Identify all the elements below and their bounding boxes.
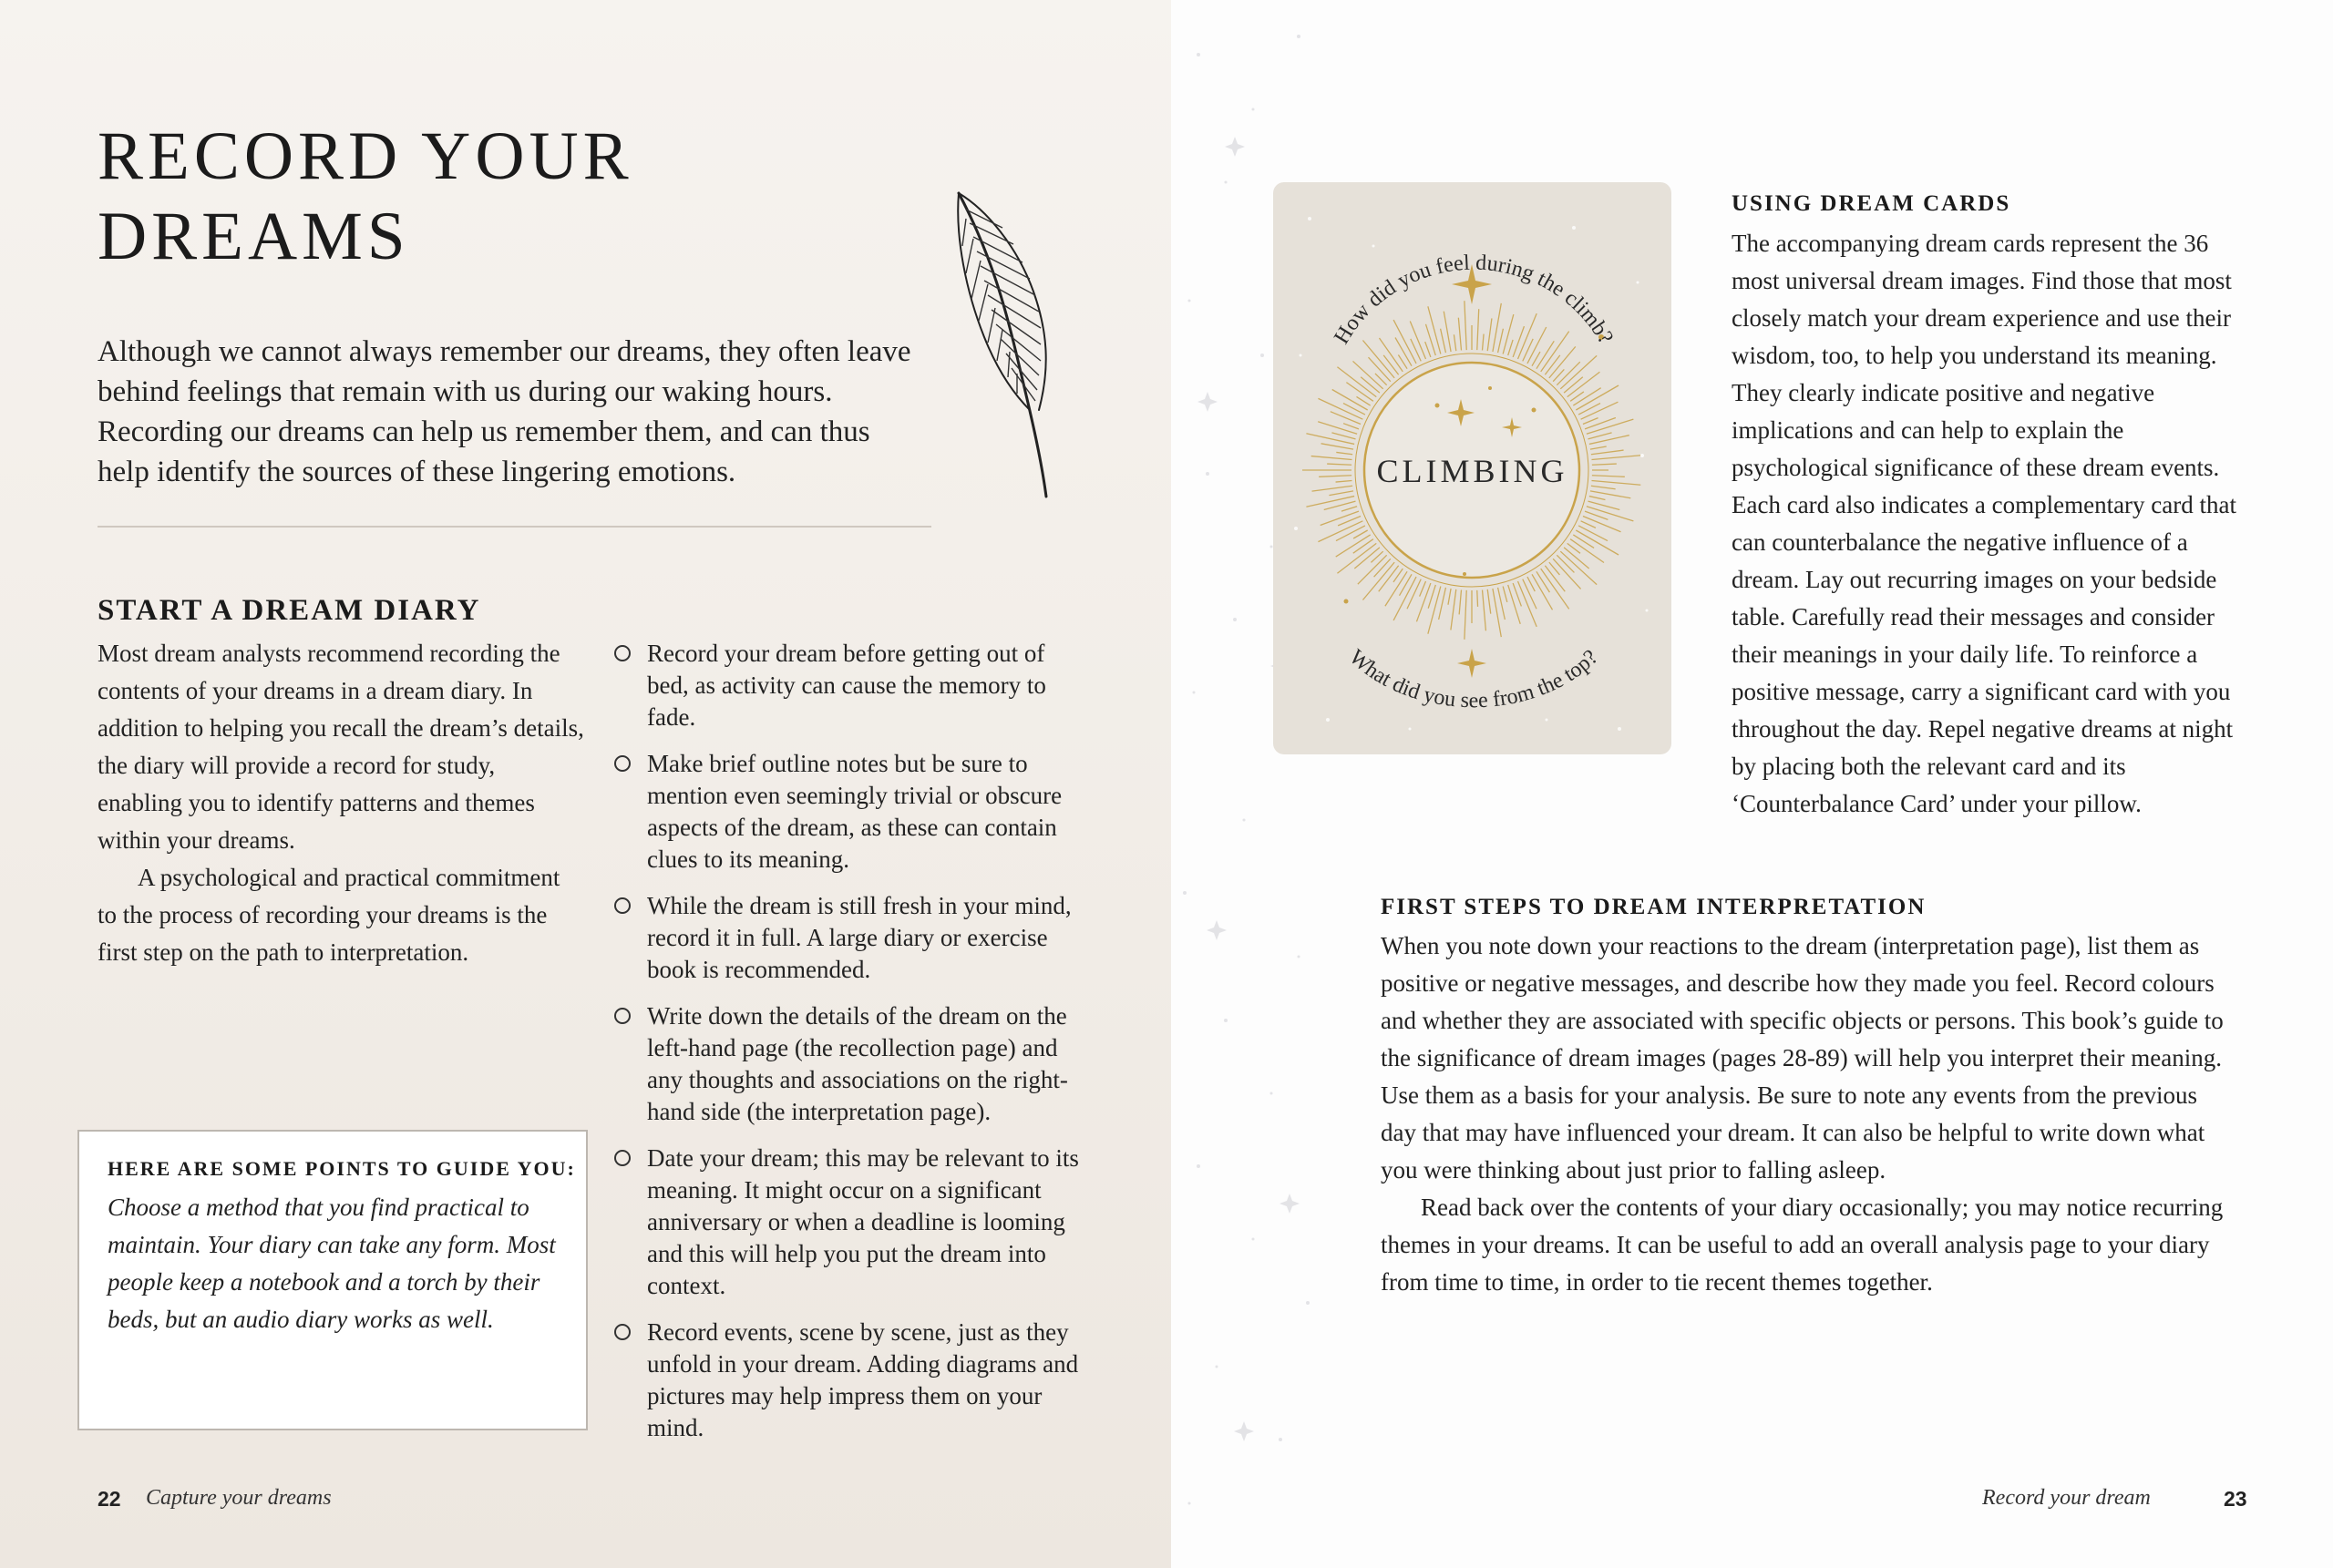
- sunburst-ray: [1560, 551, 1597, 584]
- sunburst-ray: [1585, 418, 1616, 429]
- sunburst-ray: [1465, 301, 1466, 350]
- bullet-circle-icon: [614, 897, 631, 914]
- sunburst-ray: [1590, 491, 1630, 498]
- diary-tips-list: [612, 638, 1086, 1459]
- sunburst-ray: [1306, 434, 1354, 445]
- sunburst-ray: [1487, 589, 1491, 614]
- sunburst-ray: [1420, 581, 1426, 597]
- sunburst-ray: [1329, 491, 1353, 496]
- sunburst-ray: [1581, 521, 1596, 528]
- sunburst-ray: [1583, 418, 1598, 425]
- sunburst-ray: [1341, 507, 1357, 511]
- dream-cards-heading: USING DREAM CARDS: [1732, 191, 2011, 216]
- sunburst-ray: [1383, 355, 1398, 374]
- section-divider: [98, 526, 931, 528]
- guide-box-text: Choose a method that you find practical to maintain. Your diary can take any form. Most people keep a notebook and a torch by their beds, but an audio diary works as well.: [108, 1194, 556, 1333]
- sunburst-ray: [1428, 306, 1441, 354]
- sunburst-ray: [1578, 404, 1600, 415]
- sunburst-ray: [1441, 329, 1446, 353]
- sunburst-ray: [1527, 577, 1535, 591]
- sunburst-ray: [1374, 559, 1391, 577]
- sunburst-ray: [1576, 530, 1619, 555]
- sunburst-ray: [1454, 334, 1455, 351]
- sunburst-ray: [1498, 329, 1504, 353]
- bullet-circle-icon: [614, 645, 631, 661]
- sunburst-ray: [1362, 562, 1394, 600]
- sunburst-ray: [1576, 385, 1619, 410]
- sunburst-ray: [1321, 444, 1353, 449]
- first-steps-paragraph-1: When you note down your reactions to the dream (interpretation page), list them as positive or negative messages, and describe how they made you feel. Record colours and whether they are associated with specific objects or persons. This book’s guide to the significance of dream images (pages 28-89) will help you interpret their meaning. Use them as a basis for your analysis. Be sure to note any events from the previous day that may have influenced your dream. It can also be helpful to write down what you were thinking about just prior to falling asleep.: [1381, 932, 2224, 1184]
- card-top-caption: How did you feel during the climb?: [1330, 251, 1618, 349]
- sunburst-ray: [1541, 569, 1569, 609]
- sunburst-ray: [1508, 585, 1521, 624]
- bullet-circle-icon: [614, 1008, 631, 1024]
- list-item: Record events, scene by scene, just as they unfold in your dream. Adding diagrams and pictures may help impress them on your mind.: [612, 1317, 1086, 1444]
- sunburst-ray: [1358, 555, 1387, 584]
- sunburst-ray: [1444, 312, 1451, 352]
- sunburst-ray: [1400, 574, 1413, 595]
- sunburst-ray: [1587, 419, 1634, 434]
- sunburst-ray: [1361, 377, 1380, 393]
- sunburst-ray: [1395, 338, 1412, 366]
- bullet-circle-icon: [614, 1324, 631, 1340]
- sunburst-ray: [1589, 497, 1606, 500]
- sunburst-ray: [1545, 355, 1559, 374]
- sunburst-ray: [1353, 539, 1373, 553]
- page-title: [98, 117, 918, 277]
- sunburst-ray: [1318, 422, 1357, 435]
- first-steps-paragraph-2: Read back over the contents of your diary occasionally; you may notice recurring themes in your dreams. It can be useful to add an overall analysis page to your diary from time to time, in order to tie recent themes together.: [1381, 1194, 2224, 1296]
- sunburst-ray: [1523, 579, 1536, 610]
- bullet-circle-icon: [614, 1150, 631, 1166]
- bullet-circle-icon: [614, 755, 631, 772]
- page-number-left: 22: [98, 1487, 121, 1511]
- list-item: Date your dream; this may be relevant to its meaning. It might occur on a significant anniversary or when a deadline is looming and this will help you put the dream into context.: [612, 1143, 1086, 1302]
- sunburst-ray: [1362, 341, 1394, 378]
- card-word: CLIMBING: [1376, 453, 1568, 489]
- sunburst-ray: [1541, 332, 1569, 372]
- sunburst-ray: [1336, 526, 1365, 541]
- first-steps-text: [1381, 927, 2228, 1301]
- running-footer-left: Capture your dreams: [146, 1486, 332, 1510]
- sunburst-ray: [1331, 433, 1355, 439]
- sunburst-ray: [1549, 346, 1576, 377]
- sunburst-ray: [1439, 588, 1446, 620]
- sunburst-ray: [1451, 589, 1456, 630]
- dream-cards-text: The accompanying dream cards represent the 36 most universal dream images. Find those that most closely match your dream experience and use their wisdom, too, to help you understand its meaning. They clearly indicate positive and negative implications and can help to explain the psychological significance of these dream events. Each card also indicates a complementary card that can counterbalance the negative influence of a dream. Lay out recurring images on your bedside table. Carefully read their messages and consider their meanings in your daily life. To reinforce a positive message, carry a significant card with you throughout the day. Repel negative dreams at night by placing both the relevant card and its ‘Counterbalance Card’ under your pillow.: [1732, 230, 2236, 817]
- sunburst-ray: [1553, 559, 1580, 589]
- list-item: Record your dream before getting out of bed, as activity can cause the memory to fade.: [612, 638, 1086, 733]
- sunburst-ray: [1560, 355, 1597, 388]
- svg-text:What did you see from the top?: [1344, 645, 1602, 712]
- sunburst-ray: [1343, 424, 1359, 429]
- page-title-line1: RECORD YOUR: [98, 118, 633, 194]
- sunburst-ray: [1567, 372, 1600, 396]
- sunburst-ray: [1465, 590, 1466, 640]
- sunburst-ray: [1557, 555, 1574, 572]
- sunburst-ray: [1379, 338, 1403, 372]
- sunburst-ray: [1353, 361, 1383, 388]
- list-item: While the dream is still fresh in your mind, record it in full. A large diary or exercise book is recommended.: [612, 890, 1086, 986]
- page-number-right: 23: [2224, 1487, 2247, 1511]
- sunburst-ray: [1590, 446, 1607, 449]
- sunburst-ray: [1477, 309, 1479, 350]
- dream-diary-text: [98, 635, 585, 971]
- sunburst-ray: [1343, 404, 1365, 415]
- sunburst-ray: [1587, 507, 1634, 521]
- dream-diary-paragraph-2: A psychological and practical commitment to the process of recording your dreams is the first step on the path to interpretation.: [98, 864, 560, 966]
- card-bottom-caption: What did you see from the top?: [1344, 645, 1603, 713]
- sunburst-ray: [1564, 377, 1583, 393]
- sunburst-ray: [1573, 535, 1594, 548]
- sunburst-ray: [1306, 497, 1354, 507]
- svg-text:How did you feel during the cl: [1330, 251, 1618, 349]
- sunburst-ray: [1458, 318, 1461, 351]
- sunburst-ray: [1331, 412, 1361, 425]
- page-title-line2: DREAMS: [98, 199, 410, 274]
- sunburst-ray: [1483, 334, 1485, 351]
- sunburst-ray: [1570, 539, 1604, 563]
- sunburst-ray: [1487, 318, 1492, 351]
- sunburst-ray: [1536, 571, 1550, 592]
- sunburst-ray: [1416, 583, 1430, 621]
- sunburst-ray: [1578, 526, 1608, 541]
- sunburst-ray: [1428, 587, 1441, 634]
- dream-card-image: [1273, 182, 1671, 754]
- sunburst-ray: [1337, 367, 1376, 397]
- sunburst-ray: [1588, 433, 1612, 439]
- sunburst-ray: [1459, 589, 1461, 614]
- sunburst-ray: [1448, 589, 1451, 605]
- list-item: Write down the details of the dream on the left-hand page (the recollection page) and any thoughts and associations on the right-hand side (the interpretation page).: [612, 1000, 1086, 1128]
- sunburst-ray: [1513, 326, 1524, 357]
- dream-diary-heading: START A DREAM DIARY: [98, 594, 481, 627]
- sunburst-ray: [1477, 590, 1478, 607]
- feather-icon: [939, 182, 1075, 501]
- list-item: Make brief outline notes but be sure to mention even seemingly trivial or obscure aspects of the dream, as these can contain clues to its meaning.: [612, 748, 1086, 876]
- sunburst-ray: [1321, 511, 1359, 525]
- sunburst-ray: [1508, 340, 1513, 355]
- sunburst-ray: [1425, 342, 1431, 357]
- sunburst-ray: [1483, 589, 1486, 630]
- dream-diary-paragraph-1: Most dream analysts recommend recording the contents of your dreams in a dream diary. In addition to helping you recall the dream’s details, the diary will provide a record for study, enabling you to identify patterns and themes within your dreams.: [98, 640, 584, 854]
- sunburst-ray: [1337, 543, 1376, 573]
- sunburst-ray: [1503, 314, 1514, 354]
- intro-paragraph: Although we cannot always remember our dreams, they often leave behind feelings that remain with us during our waking hours. Recording our dreams can help us remember them, and can thus help identify the sources of these lingering emotions.: [98, 335, 911, 488]
- running-footer-right: Record your dream: [1982, 1486, 2151, 1510]
- sunburst-ray: [1393, 577, 1416, 620]
- first-steps-heading: FIRST STEPS TO DREAM INTERPRETATION: [1381, 895, 1927, 919]
- sunburst-ray: [1407, 579, 1421, 610]
- guide-box-title: HERE ARE SOME POINTS TO GUIDE YOU:: [108, 1157, 576, 1180]
- sunburst-ray: [1498, 588, 1506, 620]
- sunburst-ray: [1503, 587, 1507, 602]
